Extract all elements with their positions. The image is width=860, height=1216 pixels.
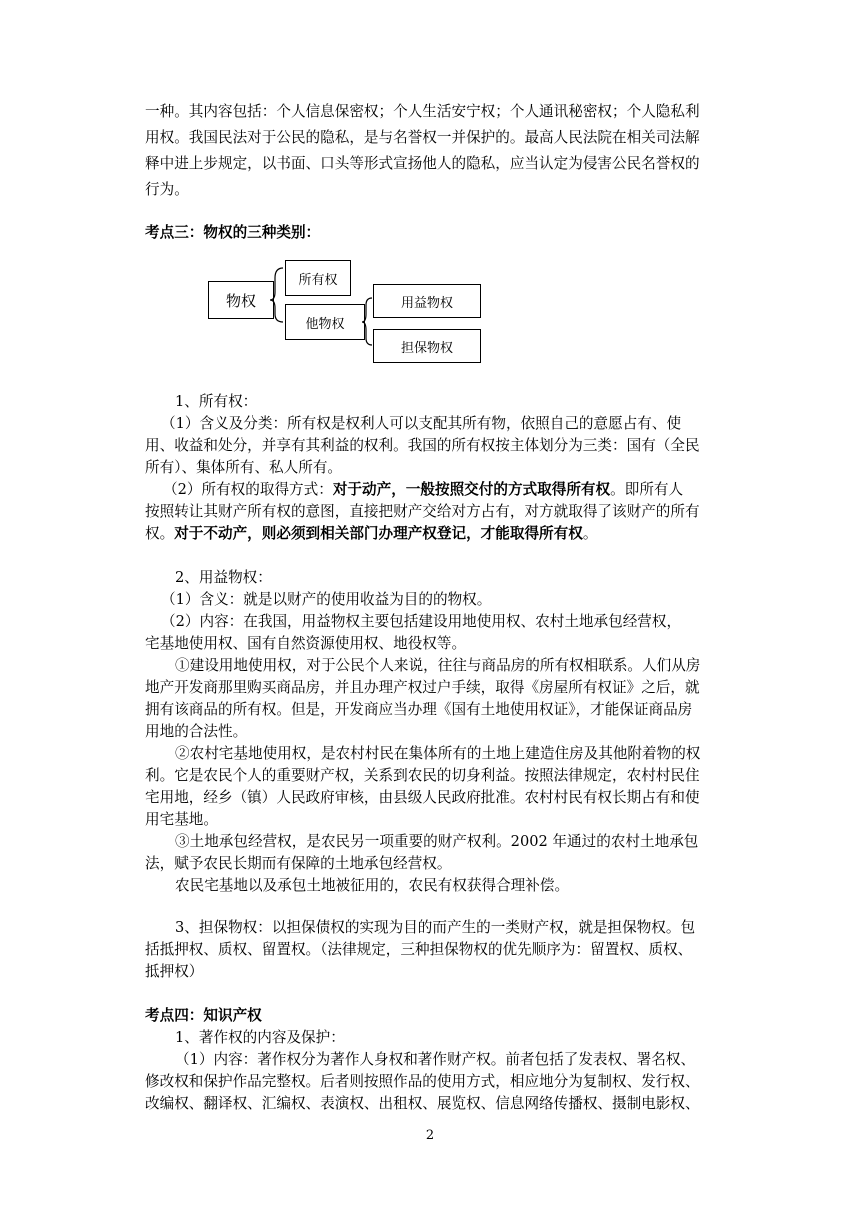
text-line: 一种。其内容包括：个人信息保密权；个人生活安宁权；个人通讯秘密权；个人隐私利 xyxy=(145,103,700,120)
page-number: 2 xyxy=(425,1128,435,1143)
diagram-node-root: 物权 xyxy=(208,281,274,319)
subsection-title: 2、用益物权： xyxy=(175,569,272,586)
text-span: 权。 xyxy=(145,525,175,542)
text-line: （2）内容：在我国，用益物权主要包括建设用地使用权、农村土地承包经营权， xyxy=(161,613,682,630)
text-line: 用宅基地。 xyxy=(145,811,218,828)
text-line: 用地的合法性。 xyxy=(145,723,248,740)
text-line: 地产开发商那里购买商品房，并且办理产权过户手续，取得《房屋所有权证》之后，就 xyxy=(145,679,700,696)
diagram-braces xyxy=(0,0,860,400)
subsection-title: 1、著作权的内容及保护： xyxy=(175,1029,345,1046)
text-line: 用、收益和处分，并享有其利益的权利。我国的所有权按主体划分为三类：国有（全民 xyxy=(145,437,700,454)
text-span: （2）所有权的取得方式： xyxy=(163,481,333,498)
subsection-title: 1、所有权： xyxy=(175,393,258,410)
text-line: （1）内容：著作权分为著作人身权和著作财产权。前者包括了发表权、署名权、 xyxy=(175,1051,696,1068)
text-line: 改编权、翻译权、汇编权、表演权、出租权、展览权、信息网络传播权、摄制电影权、 xyxy=(145,1095,700,1112)
text-line: 括抵押权、质权、留置权。（法律规定，三种担保物权的优先顺序为：留置权、质权、 xyxy=(145,941,693,958)
text-line: 3、担保物权：以担保债权的实现为目的而产生的一类财产权，就是担保物权。包 xyxy=(175,919,696,936)
text-line: （1）含义：就是以财产的使用收益为目的的物权。 xyxy=(161,591,492,608)
emphasis-text: 对于动产，一般按照交付的方式取得所有权 xyxy=(332,481,611,498)
text-span: 。即所有人 xyxy=(610,481,684,498)
text-line: 行为。 xyxy=(145,181,189,198)
text-line: ③土地承包经营权，是农民另一项重要的财产权利。2002 年通过的农村土地承包 xyxy=(175,833,699,850)
diagram-node-ownership: 所有权 xyxy=(285,260,351,296)
text-line: 用权。我国民法对于公民的隐私，是与名誉权一并保护的。最高人民法院在相关司法解 xyxy=(145,129,700,146)
text-line: ②农村宅基地使用权，是农村村民在集体所有的土地上建造住房及其他附着物的权 xyxy=(175,745,701,762)
text-line: 宅用地，经乡（镇）人民政府审核，由县级人民政府批准。农村村民有权长期占有和使 xyxy=(145,789,700,806)
diagram-node-usufruct: 用益物权 xyxy=(373,284,481,318)
text-line: 宅基地使用权、国有自然资源使用权、地役权等。 xyxy=(145,635,467,652)
text-line: 农民宅基地以及承包土地被征用的，农民有权获得合理补偿。 xyxy=(175,877,570,894)
text-line: （1）含义及分类：所有权是权利人可以支配其所有物，依照自己的意愿占有、使 xyxy=(161,415,682,432)
diagram-node-other-rights: 他物权 xyxy=(285,304,365,340)
text-line: 抵押权） xyxy=(145,963,204,980)
text-line: ①建设用地使用权，对于公民个人来说，往往与商品房的所有权相联系。人们从房 xyxy=(175,657,701,674)
emphasis-text: 对于不动产，则必须到相关部门办理产权登记，才能取得所有权 xyxy=(174,525,583,542)
text-line: 利。它是农民个人的重要财产权，关系到农民的切身利益。按照法律规定，农村村民住 xyxy=(145,767,700,784)
section-heading: 考点三：物权的三种类别： xyxy=(145,224,321,241)
text-line: 法，赋予农民长期而有保障的土地承包经营权。 xyxy=(145,855,452,872)
text-line: 按照转让其财产所有权的意图，直接把财产交给对方占有，对方就取得了该财产的所有 xyxy=(145,503,700,520)
text-line: 拥有该商品的所有权。但是，开发商应当办理《国有土地使用权证》，才能保证商品房 xyxy=(145,701,693,718)
diagram-node-security: 担保物权 xyxy=(373,329,481,363)
text-line xyxy=(163,479,683,501)
text-line: 释中进上步规定，以书面、口头等形式宣扬他人的隐私，应当认定为侵害公民名誉权的 xyxy=(145,155,700,172)
section-heading: 考点四：知识产权 xyxy=(145,1007,262,1024)
text-span: 。 xyxy=(582,525,598,542)
text-line: 修改权和保护作品完整权。后者则按照作品的使用方式，相应地分为复制权、发行权、 xyxy=(145,1073,700,1090)
text-line: 所有）、集体所有、私人所有。 xyxy=(145,459,343,476)
text-line xyxy=(145,523,597,545)
